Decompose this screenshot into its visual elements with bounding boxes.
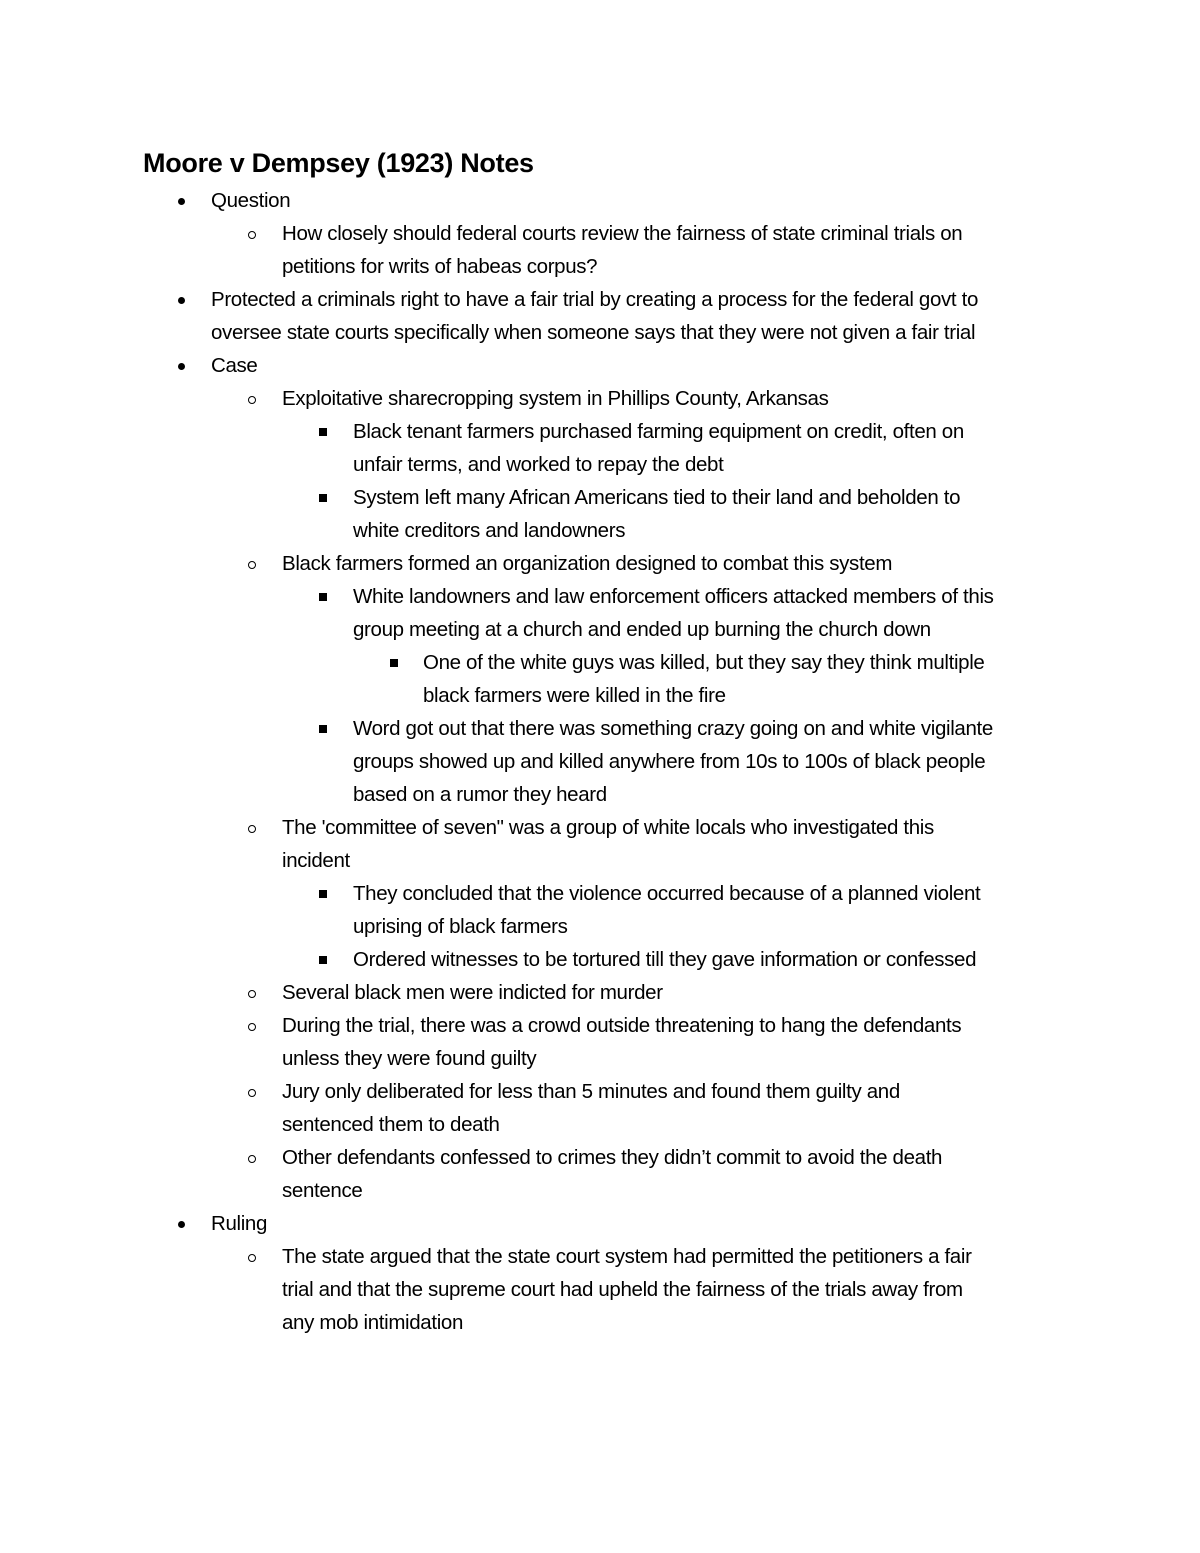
list-item-text: oversee state courts specifically when someone says that they were not given a fair trial: [211, 321, 976, 344]
list-item-text: Protected a criminals right to have a fair trial by creating a process for the federal govt to: [211, 288, 978, 311]
list-item-text: The 'committee of seven" was a group of white locals who investigated this: [282, 816, 934, 839]
list-item-text: sentenced them to death: [282, 1113, 500, 1136]
bullet-circle-icon: [248, 1023, 256, 1031]
bullet-disc-icon: [178, 363, 185, 370]
bullet-square-icon: [319, 956, 327, 964]
list-item-text: white creditors and landowners: [353, 519, 626, 542]
list-item-text: Jury only deliberated for less than 5 minutes and found them guilty and: [282, 1080, 900, 1103]
list-item-text: Black tenant farmers purchased farming equipment on credit, often on: [353, 420, 964, 443]
list-item-text: Ordered witnesses to be tortured till they gave information or confessed: [353, 948, 977, 971]
list-item-text: Question: [211, 189, 291, 212]
bullet-circle-icon: [248, 561, 256, 569]
bullet-circle-icon: [248, 990, 256, 998]
list-item-text: Exploitative sharecropping system in Phillips County, Arkansas: [282, 387, 829, 410]
bullet-square-icon: [319, 428, 327, 436]
list-item-text: They concluded that the violence occurred because of a planned violent: [353, 882, 981, 905]
bullet-square-icon: [390, 659, 398, 667]
list-item-text: black farmers were killed in the fire: [423, 684, 726, 707]
bullet-square-icon: [319, 890, 327, 898]
list-item-text: Case: [211, 354, 258, 377]
list-item-text: trial and that the supreme court had upheld the fairness of the trials away from: [282, 1278, 963, 1301]
list-item-text: Ruling: [211, 1212, 268, 1235]
bullet-square-icon: [319, 494, 327, 502]
list-item-text: groups showed up and killed anywhere from 10s to 100s of black people: [353, 750, 986, 773]
list-item-text: group meeting at a church and ended up burning the church down: [353, 618, 931, 641]
bullet-circle-icon: [248, 1155, 256, 1163]
list-item-text: Word got out that there was something crazy going on and white vigilante: [353, 717, 993, 740]
list-item-text: During the trial, there was a crowd outside threatening to hang the defendants: [282, 1014, 962, 1037]
bullet-circle-icon: [248, 1089, 256, 1097]
list-item-text: How closely should federal courts review the fairness of state criminal trials on: [282, 222, 963, 245]
bullet-disc-icon: [178, 297, 185, 304]
bullet-disc-icon: [178, 198, 185, 205]
bullet-square-icon: [319, 725, 327, 733]
list-item-text: Other defendants confessed to crimes they didn’t commit to avoid the death: [282, 1146, 943, 1169]
list-item-text: White landowners and law enforcement officers attacked members of this: [353, 585, 994, 608]
list-item-text: System left many African Americans tied to their land and beholden to: [353, 486, 961, 509]
document-title: Moore v Dempsey (1923) Notes: [143, 148, 534, 178]
bullet-circle-icon: [248, 825, 256, 833]
list-item-text: unfair terms, and worked to repay the debt: [353, 453, 724, 476]
list-item-text: Several black men were indicted for murder: [282, 981, 663, 1004]
list-item-text: petitions for writs of habeas corpus?: [282, 255, 598, 278]
bullet-square-icon: [319, 593, 327, 601]
bullet-circle-icon: [248, 231, 256, 239]
list-item-text: One of the white guys was killed, but they say they think multiple: [423, 651, 985, 674]
bullet-circle-icon: [248, 1254, 256, 1262]
list-item-text: uprising of black farmers: [353, 915, 568, 938]
bullet-disc-icon: [178, 1221, 185, 1228]
list-item-text: incident: [282, 849, 350, 872]
list-item-text: based on a rumor they heard: [353, 783, 607, 806]
bullet-circle-icon: [248, 396, 256, 404]
list-item-text: sentence: [282, 1179, 363, 1202]
list-item-text: The state argued that the state court system had permitted the petitioners a fair: [282, 1245, 972, 1268]
list-item-text: Black farmers formed an organization designed to combat this system: [282, 552, 893, 575]
list-item-text: unless they were found guilty: [282, 1047, 537, 1070]
list-item-text: any mob intimidation: [282, 1311, 464, 1334]
